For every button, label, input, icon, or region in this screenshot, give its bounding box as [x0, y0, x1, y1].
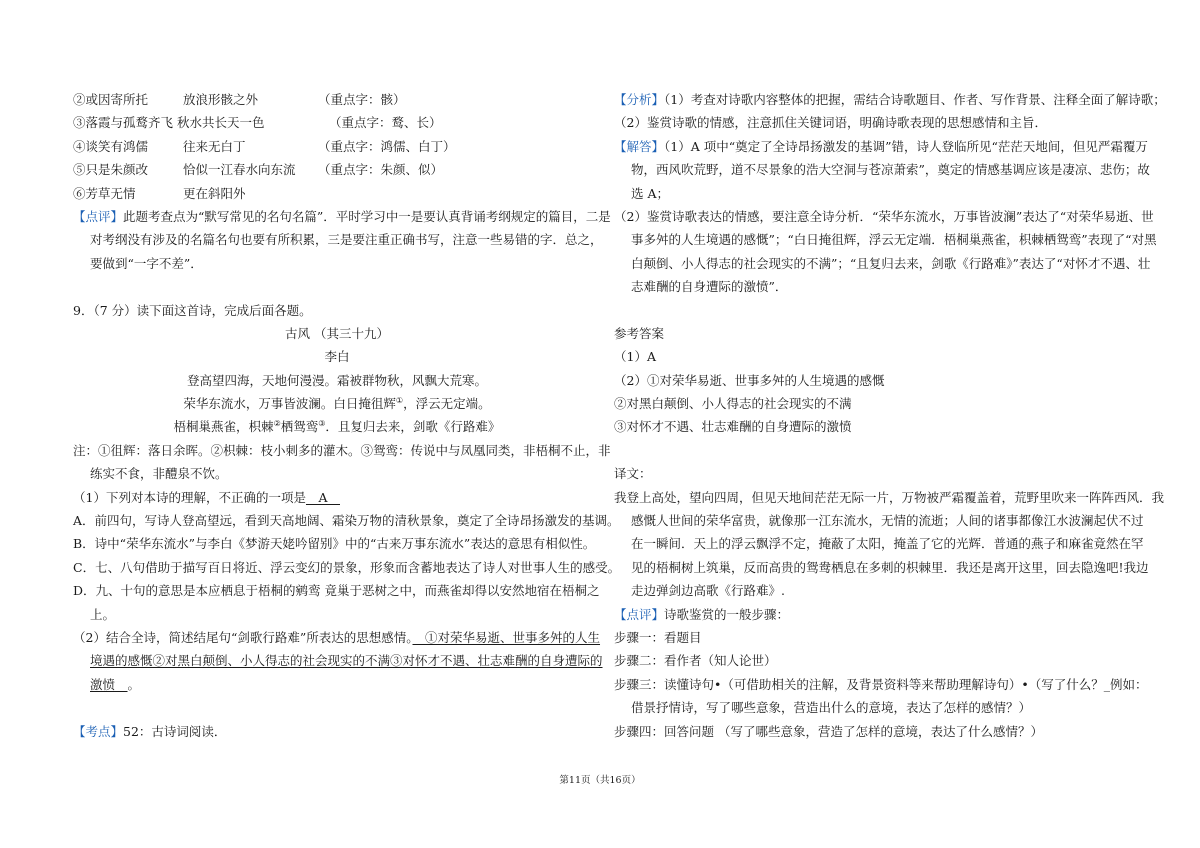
option-c: C．七、八句借助于描写百日将近、浮云变幻的景象，形象而含蓄地表达了诗人对世事人生的感受。	[73, 559, 621, 575]
poem-title: 古风 （其三十九）	[285, 325, 389, 341]
step-line: 步骤三：读懂诗句•（可借助相关的注解，及背景资料等来帮助理解诗句）•（写了什么？_例如：	[614, 676, 1148, 692]
translation-line: 在一瞬间．天上的浮云飘浮不定，掩蔽了太阳，掩盖了它的光辉．普通的燕子和麻雀竟然在罕	[631, 536, 1144, 552]
spacer	[614, 299, 1134, 322]
dianping-tag: 【点评】	[614, 606, 665, 622]
jieda-line	[614, 135, 1148, 158]
mingju-part-a: ③落霞与孤鹜齐飞	[73, 115, 174, 131]
step-line: 步骤一：看题目	[614, 629, 702, 645]
mingju-keyword: （重点字：鹜、长）	[329, 115, 442, 131]
spacer	[73, 275, 601, 298]
jieda-text: （1）A 项中“奠定了全诗昂扬激发的基调”错，诗人登临所见“茫茫天地间，但见严霜覆万	[664, 138, 1148, 154]
dianping-line	[73, 205, 611, 228]
question-9-intro: 9．（7 分）读下面这首诗，完成后面各题。	[73, 302, 312, 318]
poem-text: ，浮云无定端。	[403, 396, 491, 412]
answer-blank: A	[305, 489, 340, 505]
jieda-text: 志难酬的自身遭际的激愤”．	[631, 279, 788, 295]
option-a: A．前四句，写诗人登高望远，看到天高地阔、霜染万物的清秋景象，奠定了全诗昂扬激发的基调。	[73, 513, 620, 529]
answer-line: ②对黑白颠倒、小人得志的社会现实的不满	[614, 396, 852, 412]
jieda-tag: 【解答】	[614, 138, 665, 154]
poem-line	[73, 392, 601, 415]
footnote-mark: ②	[273, 419, 281, 429]
translation-line: 见的梧桐树上筑巢，反而高贵的鸳鸯栖息在多刺的枳棘里．我还是离开这里，回去隐逸吧!我边	[631, 559, 1149, 575]
spacer	[614, 439, 1134, 462]
footnote-mark: ③	[318, 419, 326, 429]
answer-blank: 激愤	[90, 676, 128, 692]
answer-line: （2）①对荣华易逝、世事多舛的人生境遇的感慨	[614, 372, 885, 388]
answer-line	[73, 673, 601, 696]
mingju-line	[73, 111, 601, 134]
poem-text: 梧桐巢燕雀，枳棘	[173, 419, 274, 435]
mingju-part-a: ⑥芳草无情	[73, 185, 136, 201]
step-line: 步骤二：看作者（知人论世）	[614, 653, 777, 669]
answer-blank: 境遇的感慨②对黑白颠倒、小人得志的社会现实的不满③对怀才不遇、壮志难酬的自身遭际的	[90, 653, 603, 669]
translation-header: 译文：	[614, 466, 652, 482]
mingju-part-b: 往来无白丁	[183, 138, 246, 154]
poem-text: 荣华东流水，万事皆波澜。白日掩徂辉	[183, 396, 396, 412]
dianping-tag: 【点评】	[73, 208, 124, 224]
poem-notes: 练实不食，非醴泉不饮。	[90, 466, 228, 482]
dianping-text: 诗歌鉴赏的一般步骤：	[664, 606, 790, 622]
poem-notes: 注：①徂辉：落日余晖。②枳棘：枝小刺多的灌木。③鸳鸾：传说中与凤凰同类，非梧桐不止，非	[73, 442, 611, 458]
translation-line: 我登上高处，望向四周，但见天地间茫茫无际一片，万物被严霜覆盖着，荒野里吹来一阵阵西风．我	[614, 489, 1165, 505]
fenxi-text: （1）考查对诗歌内容整体的把握，需结合诗歌题目、作者、写作背景、注释全面了解诗歌；	[664, 92, 1166, 107]
mingju-part-b: 秋水共长天一色	[177, 115, 265, 131]
dianping-text: 要做到“一字不差”．	[90, 255, 203, 271]
translation-line: 感慨人世间的荣华富贵，就像那一江东流水，无情的流逝；人间的诸事都像江水波澜起伏不过	[631, 513, 1144, 529]
kaodian-line	[73, 720, 601, 743]
question-text: （1）下列对本诗的理解，不正确的一项是	[73, 489, 306, 505]
step-line: 步骤四：回答问题 （写了哪些意象，营造了怎样的意境，表达了什么感情？）	[614, 723, 1043, 739]
mingju-part-b: 更在斜阳外	[183, 185, 246, 201]
poem-author: 李白	[324, 349, 350, 365]
sub-question-1	[73, 486, 601, 509]
question-text: （2）结合全诗，简述结尾句“剑歌行路难”所表达的思想感情。	[73, 629, 413, 645]
dianping-line	[614, 603, 1134, 626]
mingju-part-a: ②或因寄所托	[73, 92, 149, 107]
poem-text: 栖鸳鸾	[280, 419, 319, 435]
fenxi-line	[614, 88, 1166, 111]
step-line: 借景抒情诗，写了哪些意象，营造出什么的意境，表达了怎样的感情？）	[631, 700, 1032, 716]
answer-header: 参考答案	[614, 325, 665, 341]
poem-line: 登高望四海，天地何漫漫。霜被群物秋，风飘大荒寒。	[186, 372, 487, 388]
mingju-part-a: ④谈笑有鸿儒	[73, 138, 149, 154]
fenxi-tag: 【分析】	[614, 92, 665, 107]
mingju-keyword: （重点字：鸿儒、白丁）	[318, 138, 456, 154]
dianping-text: 对考纲没有涉及的名篇名句也要有所积累，三是要注重正确书写，注意一些易错的字．总之，	[90, 232, 603, 248]
answer-line	[73, 649, 601, 672]
answer-line: （1）A	[614, 349, 656, 365]
kaodian-text: 52：古诗词阅读．	[123, 723, 227, 739]
sub-question-2	[73, 626, 601, 649]
poem-text: ．且复归去来，剑歌《行路难》	[325, 419, 501, 435]
left-column	[73, 88, 621, 743]
poem-line	[73, 415, 601, 438]
option-d-cont: 上。	[90, 606, 116, 622]
mingju-keyword: （重点字：骸）	[318, 92, 406, 107]
spacer	[73, 696, 601, 719]
mingju-line	[73, 158, 601, 181]
page-footer: 第11页（共16页）	[559, 775, 641, 786]
right-column	[614, 88, 1166, 743]
answer-line: ③对怀才不遇、壮志难酬的自身遭际的激愤	[614, 419, 852, 435]
jieda-text: 物，西风吹荒野，道不尽景象的浩大空洞与苍凉萧索”，奠定的情感基调应该是凄凉、悲伤；故	[631, 162, 1150, 178]
mingju-line	[73, 135, 601, 158]
mingju-part-b: 恰似一江春水向东流	[183, 162, 296, 178]
answer-blank: ①对荣华易逝、世事多舛的人生	[412, 629, 601, 645]
option-d: D．九、十句的意思是本应栖息于梧桐的鹓鸾 竟巢于恶树之中，而燕雀却得以安然地宿在梧桐之	[73, 583, 600, 599]
punctuation: 。	[127, 676, 141, 692]
mingju-part-b: 放浪形骸之外	[183, 92, 259, 107]
footnote-mark: ①	[395, 395, 404, 405]
kaodian-tag: 【考点】	[73, 723, 124, 739]
fenxi-text: （2）鉴赏诗歌的情感，注意抓住关键词语，明确诗歌表现的思想感情和主旨．	[614, 115, 1047, 131]
jieda-text: （2）鉴赏诗歌表达的情感，要注意全诗分析．“荣华东流水，万事皆波澜”表达了“对荣华易逝、世	[614, 208, 1154, 224]
jieda-text: 选 A；	[631, 185, 670, 201]
jieda-text: 白颠倒、小人得志的社会现实的不满”；“且复归去来，剑歌《行路难》”表达了“对怀才不遇、壮	[631, 255, 1151, 271]
mingju-line	[73, 88, 601, 111]
option-b: B．诗中“荣华东流水”与李白《梦游天姥吟留别》中的“古来万事东流水”表达的意思有相似性。	[73, 536, 596, 552]
mingju-part-a: ⑤只是朱颜改	[73, 162, 149, 178]
jieda-text: 事多舛的人生境遇的感慨”；“白日掩徂辉，浮云无定端．梧桐巢燕雀，枳棘栖鸳鸾”表现了“对黑	[631, 232, 1157, 248]
mingju-keyword: （重点字：朱颜、似）	[318, 162, 444, 178]
dianping-text: 此题考查点为“默写常见的名句名篇”．平时学习中一是要认真背诵考纲规定的篇目，二是	[123, 208, 611, 224]
translation-line: 走边弹剑边高歌《行路难》.	[631, 583, 785, 599]
mingju-line	[73, 182, 601, 205]
